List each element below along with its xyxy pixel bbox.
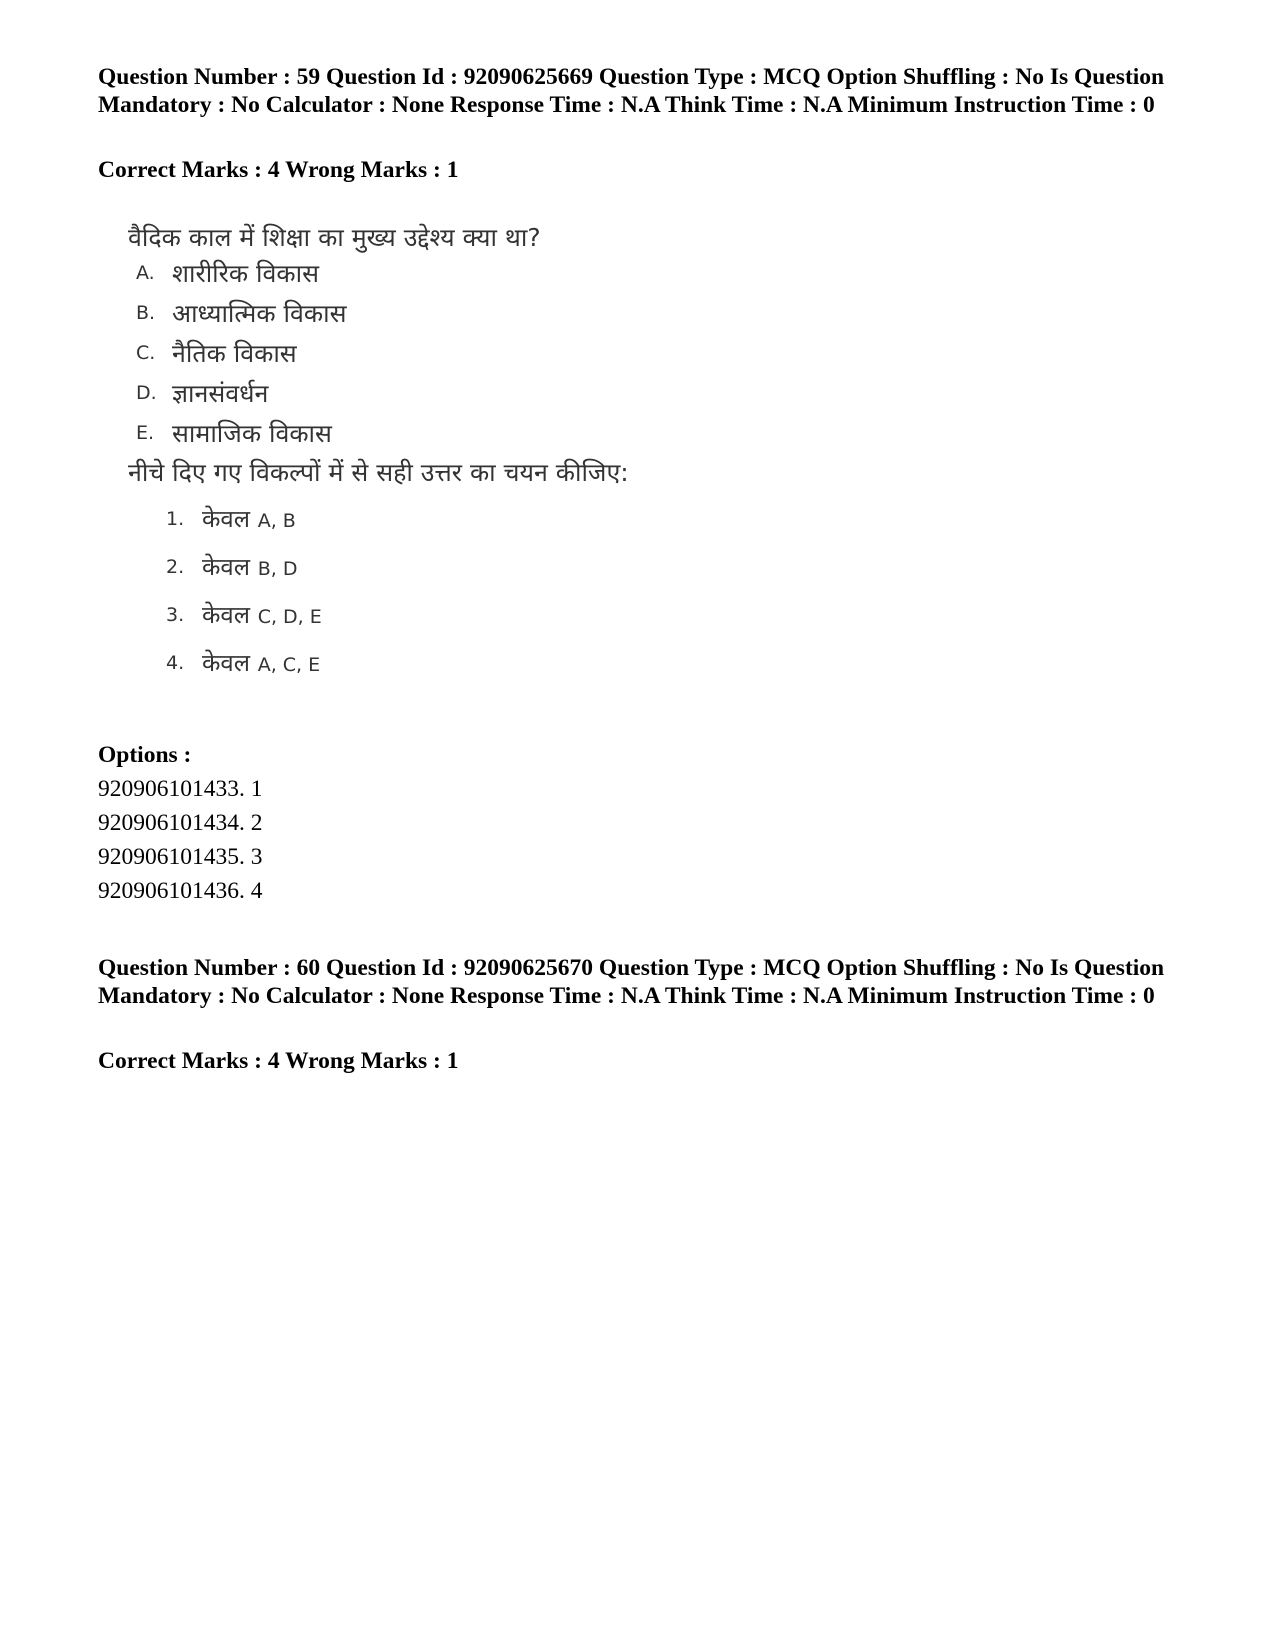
question-59-marks: Correct Marks : 4 Wrong Marks : 1 bbox=[98, 157, 459, 183]
statement-e bbox=[136, 416, 332, 450]
choice-letters: C, D, E bbox=[257, 606, 322, 628]
question-instruction: नीचे दिए गए विकल्पों में से सही उत्तर का चयन कीजिए: bbox=[128, 458, 629, 487]
statement-label: C. bbox=[136, 342, 156, 364]
choice-number: 4. bbox=[166, 651, 185, 674]
choice-number: 3. bbox=[166, 603, 185, 626]
question-59-meta: Question Number : 59 Question Id : 92090625669 Question Type : MCQ Option Shuffling : No Is Question Mandatory : No Calculator : None Response Time : N.A Think Time : N.A Minimum Instruction Time : 0 bbox=[98, 64, 1165, 118]
choice-letters: A, B bbox=[257, 510, 296, 532]
option-row-4: 920906101436. 4 bbox=[98, 878, 263, 904]
option-row-2: 920906101434. 2 bbox=[98, 810, 263, 836]
choice-letters: B, D bbox=[257, 558, 298, 580]
choice-prefix: केवल bbox=[202, 649, 251, 677]
choice-prefix: केवल bbox=[202, 505, 251, 533]
choice-4 bbox=[166, 646, 320, 679]
choice-letters: A, C, E bbox=[257, 654, 321, 676]
choice-number: 1. bbox=[166, 507, 185, 530]
statement-b bbox=[136, 296, 346, 330]
choice-number: 2. bbox=[166, 555, 185, 578]
choice-prefix: केवल bbox=[202, 601, 251, 629]
choice-2 bbox=[166, 550, 297, 583]
statement-label: A. bbox=[136, 262, 155, 284]
option-row-1: 920906101433. 1 bbox=[98, 776, 263, 802]
statement-label: E. bbox=[136, 422, 155, 444]
statement-text: आध्यात्मिक विकास bbox=[172, 299, 347, 328]
statement-text: नैतिक विकास bbox=[172, 339, 297, 368]
statement-label: D. bbox=[136, 382, 157, 404]
statement-c bbox=[136, 336, 297, 370]
question-60-marks: Correct Marks : 4 Wrong Marks : 1 bbox=[98, 1048, 459, 1074]
question-stem: वैदिक काल में शिक्षा का मुख्य उद्देश्य क्या था? bbox=[128, 223, 541, 252]
statement-a bbox=[136, 256, 319, 290]
options-heading: Options : bbox=[98, 742, 192, 768]
statement-text: शारीरिक विकास bbox=[172, 259, 319, 288]
question-59-image bbox=[120, 212, 680, 712]
statement-text: सामाजिक विकास bbox=[172, 419, 332, 448]
choice-prefix: केवल bbox=[202, 553, 251, 581]
choice-1 bbox=[166, 502, 296, 535]
statement-text: ज्ञानसंवर्धन bbox=[172, 379, 269, 408]
choice-3 bbox=[166, 598, 322, 631]
statement-label: B. bbox=[136, 302, 156, 324]
statement-d bbox=[136, 376, 268, 410]
question-60-meta: Question Number : 60 Question Id : 92090625670 Question Type : MCQ Option Shuffling : No Is Question Mandatory : No Calculator : None Response Time : N.A Think Time : N.A Minimum Instruction Time : 0 bbox=[98, 955, 1165, 1009]
option-row-3: 920906101435. 3 bbox=[98, 844, 263, 870]
